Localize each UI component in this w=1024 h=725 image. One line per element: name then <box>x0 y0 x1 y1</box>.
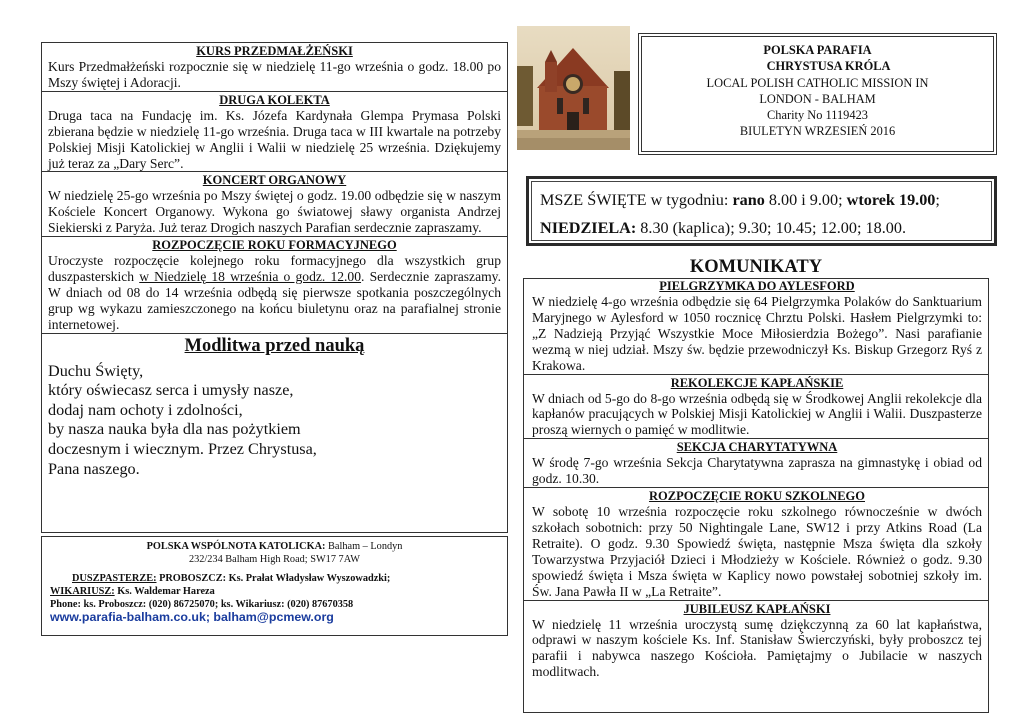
clergy-label: DUSZPASTERZE: <box>72 573 157 584</box>
section-pielgrzymka <box>524 279 988 374</box>
section-text-koncert: W niedzielę 25-go września po Mszy świętej o godz. 19.00 odbędzie się w naszym Kościele Koncert Organowy. Wykona go światowej sławy organista Andrzej Siekierski z Paryża. Już teraz Drogich naszych Parafian serdecznie zapraszamy. <box>48 188 501 236</box>
section-text-rekolekcje: W dniach od 5-go do 8-go września odbędą się w Środkowej Anglii rekolekcje dla kapłanów pracujących w Polskiej Misji Katolickiej w Anglii i Walii. Duszpasterze proszą wiernych o pamięć w modlitwie. <box>532 390 982 438</box>
section-kolekta <box>42 92 507 172</box>
section-text-formacyjny <box>48 253 501 333</box>
section-jubileusz <box>524 601 988 681</box>
mass-times-inner <box>531 181 992 241</box>
prayer-text <box>48 358 501 480</box>
sunday-masses <box>540 214 983 242</box>
church-photo <box>517 26 630 150</box>
section-text-kolekta: Druga taca na Fundację im. Ks. Józefa Kardynała Glempa Prymasa Polski zbierana będzie w niedzielę 11-go września. Druga taca w III kwartale na potrzeby Polskiej Misji Katolickiej w Anglii i Walii w niedzielę 25 września. Dziękujemy już teraz za „Dary Serc”. <box>48 107 501 171</box>
text-part: 8.30 (kaplica); 9.30; 10.45; 12.00; 18.00. <box>636 219 907 237</box>
org-address: 232/234 Balham High Road; SW17 7AW <box>188 554 361 565</box>
charity-number: Charity No 1119423 <box>767 108 868 123</box>
section-kurs <box>42 43 507 91</box>
email-link[interactable]: balham@pcmew.org <box>213 610 334 624</box>
clergy-text: PROBOSZCZ: Ks. Prałat Władysław Wyszowadzki; <box>156 573 391 584</box>
weekday-masses <box>540 186 983 214</box>
org-line <box>50 540 499 553</box>
clergy-line <box>50 566 499 585</box>
section-modlitwa <box>42 334 507 480</box>
section-text-kurs: Kurs Przedmałżeński rozpocznie się w niedzielę 11-go września o godz. 18.00 po Mszy świętej i Adoracji. <box>48 59 501 90</box>
prayer-line: który oświecasz serca i umysły nasze, <box>48 381 294 400</box>
section-text-szkolny: W sobotę 10 września rozpoczęcie roku szkolnego równocześnie w dwóch szkołach sobotnich: przy 50 Nightingale Lane, SW12 i przy Atkins Road (La Retraite). O godz. 9.30 Spowiedź święta, następnie Msza święta dla szkoły Towarzystwa Przyjaciół Dzieci i Młodzieży w Kościele. Również o godz. 9.30 spowiedź święta i Msza święta w Kaplicy nowo powstałej sobotniej szkoły im. Św. Jana Pawła II w „La Retraite”. <box>532 504 982 599</box>
section-title-formacyjny: ROZPOCZĘCIE ROKU FORMACYJNEGO <box>152 238 397 253</box>
komunikaty-heading: KOMUNIKATY <box>689 257 823 277</box>
text-part: . Serdecznie zapraszamy. W dniach od 08 do 14 września odbędą się pierwsze spotkania poszczególnych grup wg wykazu zamieszczonego na końcu biuletynu oraz na parafialnej stronie internetowej. <box>48 269 501 332</box>
mass-times-box <box>526 176 997 246</box>
section-rekolekcje <box>524 375 988 439</box>
left-announcements-box <box>41 42 508 533</box>
org-location: Balham – Londyn <box>325 541 403 552</box>
website-link[interactable]: www.parafia-balham.co.uk <box>50 610 206 624</box>
prayer-line: dodaj nam ochoty i zdolności, <box>48 400 243 419</box>
right-announcements-box <box>523 278 989 713</box>
parish-header-box <box>638 33 997 155</box>
text-bold: NIEDZIELA: <box>540 219 637 237</box>
section-title-szkolny: ROZPOCZĘCIE ROKU SZKOLNEGO <box>648 489 865 504</box>
church-illustration <box>517 26 630 150</box>
prayer-title: Modlitwa przed nauką <box>184 335 365 356</box>
prayer-line: Duchu Święty, <box>48 361 144 380</box>
section-title-rekolekcje: REKOLEKCJE KAPŁAŃSKIE <box>670 375 844 390</box>
text-part: MSZE ŚWIĘTE w tygodniu: <box>540 191 733 209</box>
phone-line: Phone: ks. Proboszcz: (020) 86725070; ks. Wikariusz: (020) 87670358 <box>50 599 354 610</box>
parish-header-inner <box>641 36 994 152</box>
vicar-label: WIKARIUSZ: <box>50 586 115 597</box>
section-title-sekcja: SEKCJA CHARYTATYWNA <box>676 440 838 455</box>
parish-name: POLSKA PARAFIA <box>763 43 872 57</box>
parish-contact-box <box>41 536 508 636</box>
mission-location: LONDON - BALHAM <box>759 91 876 106</box>
vicar-line <box>50 585 499 598</box>
text-part: Uroczyste rozpoczęcie kolejnego roku formacyjnego dla wszystkich grup duszpasterskich <box>48 253 501 285</box>
section-text-sekcja: W środę 7-go września Sekcja Charytatywna zaprasza na gimnastykę i obiad od godz. 10.30. <box>532 455 982 487</box>
section-title-jubileusz: JUBILEUSZ KAPŁAŃSKI <box>683 601 831 616</box>
parish-dedication: CHRYSTUSA KRÓLA <box>766 59 891 74</box>
text-bold: wtorek 19.00 <box>846 191 936 209</box>
section-title-kurs: KURS PRZEDMAŁŻEŃSKI <box>196 44 353 58</box>
section-text-jubileusz: W niedzielę 11 września uroczystą sumę dziękczynną za 60 lat kapłaństwa, odprawi w naszym kościele Ks. Inf. Stanisław Świerczyński, były proboszcz tej parafii i nabywca naszego Kościoła. Pamiętajmy o Jubilacie w naszych modlitwach. <box>532 616 982 680</box>
prayer-line: by nasza nauka była dla nas pożytkiem <box>48 420 301 439</box>
link-separator: ; <box>205 610 214 624</box>
section-title-pielgrzymka: PIELGRZYMKA DO AYLESFORD <box>659 279 855 293</box>
section-formacyjny <box>42 237 507 333</box>
section-szkolny <box>524 488 988 599</box>
web-line <box>50 611 499 625</box>
prayer-line: Pana naszego. <box>48 459 140 478</box>
section-title-koncert: KONCERT ORGANOWY <box>202 173 347 188</box>
section-sekcja <box>524 439 988 487</box>
text-part: ; <box>935 191 940 209</box>
bulletin-date: BIULETYN WRZESIEŃ 2016 <box>739 124 896 139</box>
section-text-pielgrzymka: W niedzielę 4-go września odbędzie się 64 Pielgrzymka Polaków do Sanktuarium Maryjnego w Aylesford w 1050 rocznicę Chrztu Polski. Hasłem Pielgrzymki to: „Z Nadzieją Przyjąć Wszystkie Moce Miłosierdzia Bożego”. Nasi parafianie wezmą w niej udział. Mszy św. będzie przewodniczył Ks. Biskup Grzegorz Ryś z Krakowa. <box>532 294 982 373</box>
mission-name: LOCAL POLISH CATHOLIC MISSION IN <box>706 75 929 90</box>
text-part: 8.00 i 9.00; <box>764 191 847 209</box>
section-koncert <box>42 172 507 236</box>
underlined-date: w Niedzielę 18 września o godz. 12.00 <box>139 269 362 285</box>
org-name: POLSKA WSPÓLNOTA KATOLICKA: <box>146 541 326 552</box>
prayer-line: doczesnym i wiecznym. Przez Chrystusa, <box>48 440 317 459</box>
section-title-kolekta: DRUGA KOLEKTA <box>219 92 330 107</box>
vicar-text: Ks. Waldemar Hareza <box>114 586 215 597</box>
text-bold: rano <box>732 191 765 209</box>
